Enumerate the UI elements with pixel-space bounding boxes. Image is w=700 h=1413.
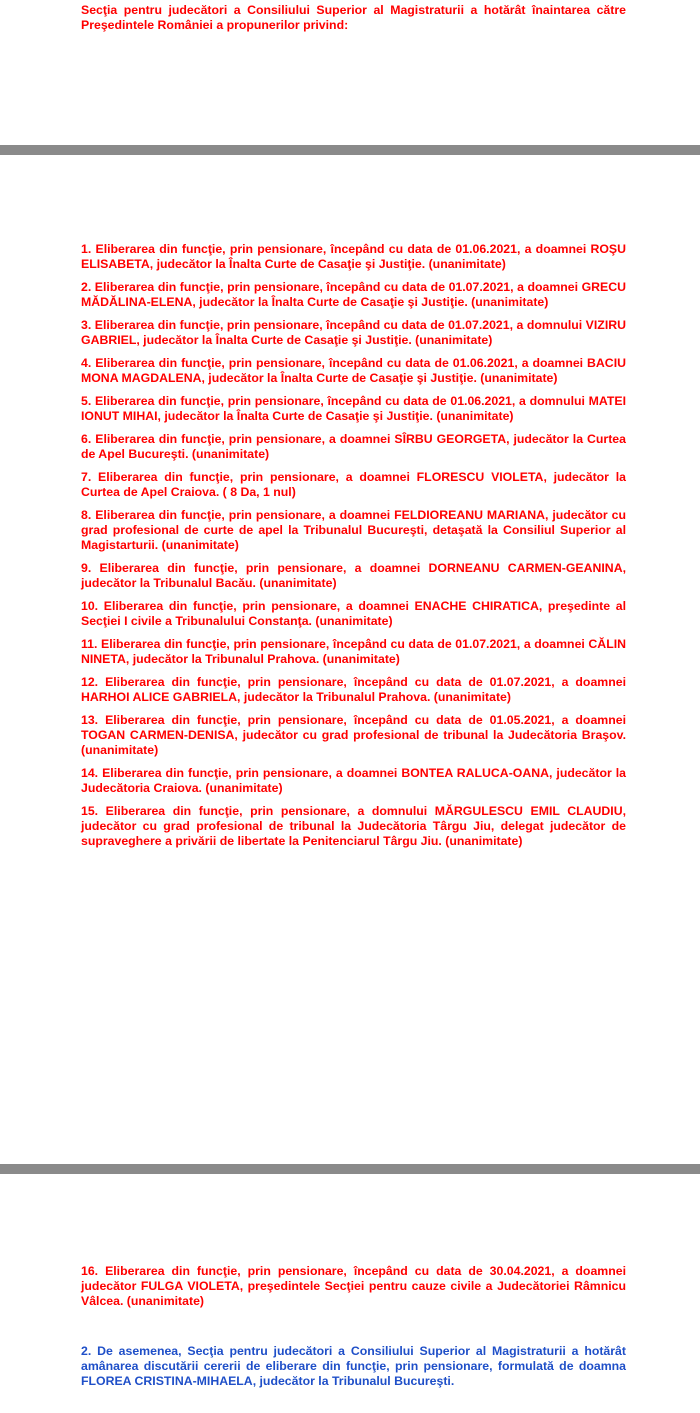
list-item: 6. Eliberarea din funcţie, prin pensionare, a doamnei SÎRBU GEORGETA, judecător la Curtea de Apel Bucureşti. (unanimitate): [81, 432, 626, 461]
list-item: 13. Eliberarea din funcţie, prin pensionare, începând cu data de 01.05.2021, a doamnei TOGAN CARMEN-DENISA, judecător cu grad profesional de tribunal la Judecătoria Braşov. (unanimitate): [81, 713, 626, 757]
list-item: 16. Eliberarea din funcţie, prin pensionare, începând cu data de 30.04.2021, a doamnei judecător FULGA VIOLETA, preşedintele Secţiei pentru cauze civile a Judecătoriei Râmnicu Vâlcea. (unanimitate): [81, 1264, 626, 1308]
list-item: 12. Eliberarea din funcţie, prin pensionare, începând cu data de 01.07.2021, a doamnei HARHOI ALICE GABRIELA, judecător la Tribunalul Prahova. (unanimitate): [81, 675, 626, 704]
list-item: 8. Eliberarea din funcţie, prin pensionare, a doamnei FELDIOREANU MARIANA, judecător cu grad profesional de curte de apel la Tribunalul Bucureşti, detaşată la Consiliul Superior al Magistarturii. (unanimitate): [81, 508, 626, 552]
page-separator: [0, 145, 700, 155]
decision-list: [81, 242, 626, 857]
list-item: 4. Eliberarea din funcţie, prin pensionare, începând cu data de 01.06.2021, a doamnei BACIU MONA MAGDALENA, judecător la Înalta Curte de Casaţie şi Justiţie. (unanimitate): [81, 356, 626, 385]
page-separator: [0, 1164, 700, 1174]
list-item: 1. Eliberarea din funcţie, prin pensionare, începând cu data de 01.06.2021, a doamnei ROŞU ELISABETA, judecător la Înalta Curte de Casaţie şi Justiţie. (unanimitate): [81, 242, 626, 271]
list-item: 3. Eliberarea din funcţie, prin pensionare, începând cu data de 01.07.2021, a domnului VIZIRU GABRIEL, judecător la Înalta Curte de Casaţie şi Justiţie. (unanimitate): [81, 318, 626, 347]
list-item: 11. Eliberarea din funcţie, prin pensionare, începând cu data de 01.07.2021, a doamnei CĂLIN NINETA, judecător la Tribunalul Prahova. (unanimitate): [81, 637, 626, 666]
list-item: 7. Eliberarea din funcţie, prin pensionare, a doamnei FLORESCU VIOLETA, judecător la Curtea de Apel Craiova. ( 8 Da, 1 nul): [81, 470, 626, 499]
list-item: 9. Eliberarea din funcţie, prin pensionare, a doamnei DORNEANU CARMEN-GEANINA, judecător la Tribunalul Bacău. (unanimitate): [81, 561, 626, 590]
list-item: 14. Eliberarea din funcţie, prin pensionare, a doamnei BONTEA RALUCA-OANA, judecător la Judecătoria Craiova. (unanimitate): [81, 766, 626, 795]
list-item: 5. Eliberarea din funcţie, prin pensionare, începând cu data de 01.06.2021, a domnului MATEI IONUT MIHAI, judecător la Înalta Curte de Casaţie şi Justiţie. (unanimitate): [81, 394, 626, 423]
intro-text: Secţia pentru judecători a Consiliului Superior al Magistraturii a hotărât înaintarea către Preşedintele României a propunerilor privind:: [81, 3, 626, 32]
list-item: 15. Eliberarea din funcţie, prin pensionare, a domnului MĂRGULESCU EMIL CLAUDIU, judecător cu grad profesional de tribunal la Judecătoria Târgu Jiu, delegat judecător de supraveghere a privării de libertate la Penitenciarul Târgu Jiu. (unanimitate): [81, 804, 626, 848]
postponement-note: 2. De asemenea, Secţia pentru judecători a Consiliului Superior al Magistraturii a hotărât amânarea discutării cererii de eliberare din funcţie, prin pensionare, formulată de doamna FLOREA CRISTINA-MIHAELA, judecător la Tribunalul Bucureşti.: [81, 1344, 626, 1388]
list-item: 10. Eliberarea din funcţie, prin pensionare, a doamnei ENACHE CHIRATICA, preşedinte al Secţiei I civile a Tribunalului Constanţa. (unanimitate): [81, 599, 626, 628]
list-item: 2. Eliberarea din funcţie, prin pensionare, începând cu data de 01.07.2021, a doamnei GRECU MĂDĂLINA-ELENA, judecător la Înalta Curte de Casaţie şi Justiţie. (unanimitate): [81, 280, 626, 309]
